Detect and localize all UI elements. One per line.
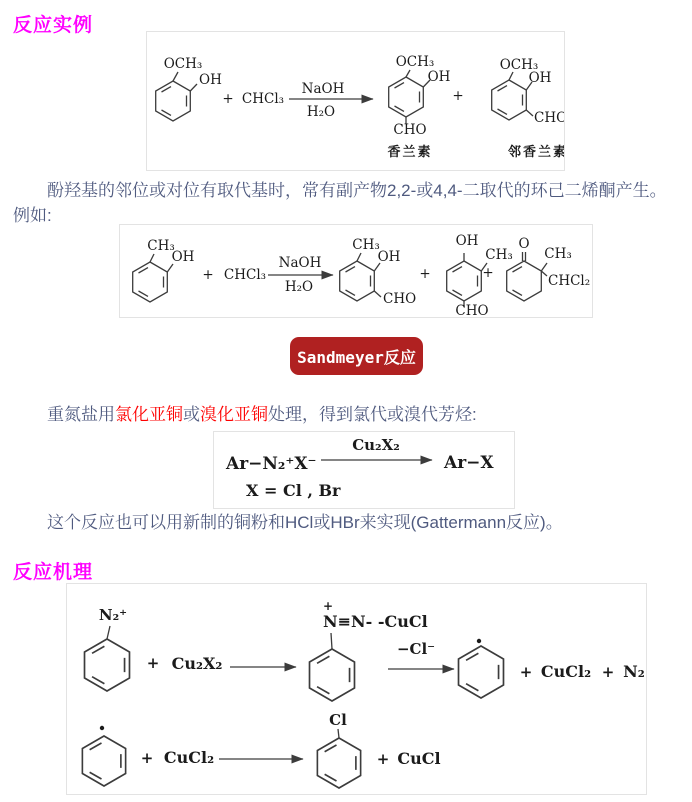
- condition-bottom: H₂O: [284, 279, 314, 295]
- byproduct-note: 酚羟基的邻位或对位有取代基时，常有副产物2,2-或4,4-二取代的环己二烯酮产生。: [47, 181, 667, 200]
- plus-sign: +: [482, 265, 494, 281]
- substituent-label: OCH₃: [163, 56, 203, 72]
- dienone-product-structure: [507, 236, 590, 301]
- radical-dot: [100, 726, 104, 730]
- substituent-label: OH: [199, 72, 222, 88]
- plus-sign: +: [419, 266, 431, 282]
- mechanism-scheme: [67, 584, 646, 794]
- o-vanillin-structure: [492, 57, 564, 160]
- substituent-label: CHO: [393, 122, 427, 138]
- condition-top: NaOH: [301, 81, 345, 97]
- reaction1-image: [146, 31, 565, 171]
- substituent-label: OCH₃: [395, 54, 435, 70]
- reagent-formula: CHCl₃: [223, 267, 267, 283]
- diazonium-group-label: N₂⁺: [98, 606, 128, 624]
- sandmeyer-equation-scheme: [214, 432, 514, 508]
- diazonium-salt-formula: Ar−N₂⁺X⁻: [226, 454, 317, 474]
- guaiacol-structure: [156, 56, 222, 121]
- substituent-label: OH: [427, 69, 451, 85]
- plus-sign: +: [452, 88, 464, 104]
- byproduct-note-text: [13, 179, 689, 203]
- mechanism-image: [66, 583, 647, 795]
- plus-sign: +: [376, 750, 390, 768]
- radical-dot: [477, 639, 481, 643]
- reaction2-image: [119, 224, 593, 318]
- reaction1-scheme: [147, 32, 564, 170]
- substituent-label: CH₃: [352, 237, 380, 253]
- condition-top: NaOH: [278, 255, 322, 271]
- diazonium-intro-text: [13, 403, 689, 427]
- substituent-label: O: [518, 236, 530, 252]
- complex-formula: N≡N- -CuCl: [323, 612, 428, 631]
- substituent-label: OH: [377, 249, 401, 265]
- cuprous-chloride-highlight: 氯化亚铜: [115, 405, 183, 424]
- plus-sign: +: [140, 749, 154, 767]
- diazonium-cation-structure: [85, 606, 130, 691]
- diazonium-intro-post: 处理，得到氯代或溴代芳烃:: [268, 405, 477, 424]
- plus-sign: +: [146, 654, 160, 672]
- plus-sign: +: [222, 91, 234, 107]
- gattermann-note: 这个反应也可以用新制的铜粉和HCl或HBr来实现(Gattermann反应)。: [47, 513, 563, 532]
- nitrogen-formula: N₂: [623, 662, 645, 681]
- vanillin-structure: [387, 54, 450, 160]
- substituent-label: CH₃: [147, 238, 175, 254]
- catalyst-formula: Cu₂X₂: [352, 436, 400, 454]
- plus-sign: +: [202, 267, 214, 283]
- cresol-structure: [133, 238, 195, 302]
- sandmeyer-reaction-button[interactable]: Sandmeyer反应: [290, 337, 423, 375]
- cucl2-formula: CuCl₂: [163, 748, 215, 767]
- cucl2-formula: CuCl₂: [540, 662, 592, 681]
- cuprous-bromide-highlight: 溴化亚铜: [200, 405, 268, 424]
- substituent-label: OH: [171, 249, 195, 265]
- substituent-label: CHO: [534, 110, 564, 126]
- phenyl-radical-structure: [459, 639, 504, 698]
- reaction2-scheme: [120, 225, 592, 317]
- cucl-formula: CuCl: [397, 749, 441, 768]
- plus-sign: +: [601, 663, 615, 681]
- section-title-examples: 反应实例: [13, 15, 94, 36]
- ortho-product-structure: [340, 237, 416, 307]
- for-example-text: 例如:: [13, 206, 52, 225]
- substituent-label: CHO: [383, 291, 417, 307]
- section-title-mechanism: 反应机理: [13, 562, 94, 583]
- substituent-label: CHO: [455, 303, 489, 317]
- or-text: 或: [183, 405, 200, 424]
- plus-sign: +: [519, 663, 533, 681]
- substituent-label: OH: [528, 70, 552, 86]
- charge-label: +: [322, 599, 334, 613]
- aryl-halide-formula: Ar−X: [444, 453, 494, 473]
- condition-bottom: H₂O: [306, 104, 336, 120]
- chloride-loss-label: −Cl⁻: [396, 640, 436, 658]
- halide-note: X = Cl , Br: [246, 481, 341, 500]
- reagent-formula: Cu₂X₂: [171, 654, 223, 673]
- substituent-label: Cl: [329, 711, 347, 729]
- sandmeyer-equation-image: [213, 431, 515, 509]
- chlorobenzene-structure: [317, 711, 360, 788]
- product-name: 邻香兰素: [507, 145, 564, 160]
- diazonium-intro-pre: 重氮盐用: [47, 405, 115, 424]
- gattermann-note-text: [13, 511, 689, 535]
- reagent-formula: CHCl₃: [241, 91, 285, 107]
- para-product-structure: [447, 233, 513, 317]
- phenyl-radical-structure: [82, 726, 125, 786]
- substituent-label: CHCl₂: [548, 273, 591, 289]
- substituent-label: CH₃: [544, 246, 572, 262]
- substituent-label: OCH₃: [499, 57, 539, 73]
- substituent-label: OH: [455, 233, 479, 249]
- substituent-label: CH₃: [485, 247, 513, 263]
- product-name: 香兰素: [387, 145, 433, 160]
